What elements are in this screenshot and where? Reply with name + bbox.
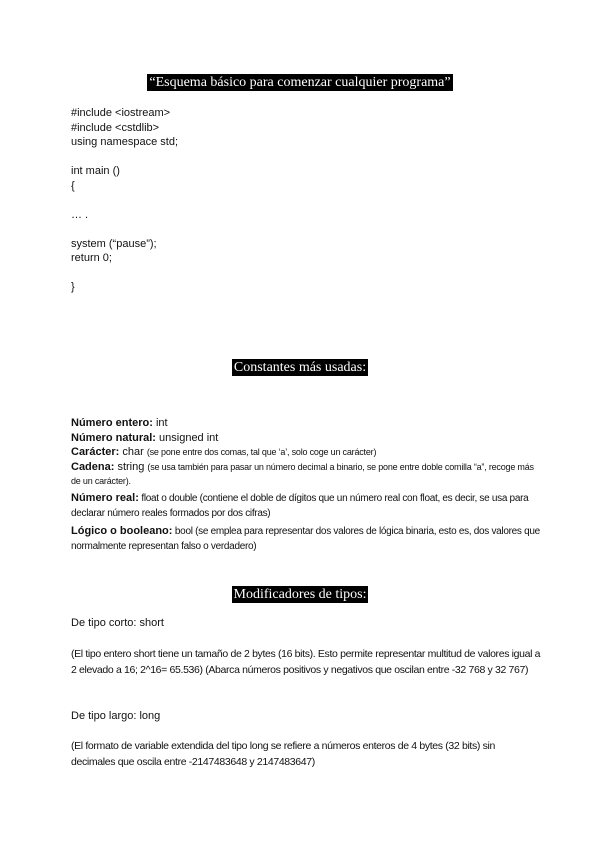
code-line: int main (): [71, 165, 120, 177]
code-line: [71, 266, 178, 281]
heading-text: Modificadores de tipos:: [233, 587, 367, 602]
code-block: [71, 106, 178, 295]
list-item: [71, 431, 541, 446]
item-label: Lógico o booleano:: [71, 524, 173, 537]
item-value: float o double: [138, 492, 200, 504]
item-value: string: [114, 460, 148, 473]
list-item: [71, 445, 541, 460]
code-line: #include <cstdlib>: [71, 121, 160, 134]
long-description: (El formato de variable extendida del tipo long se refiere a números enteros de 4 bytes (32 bits) sin decimales que oscila entre -2147483648 y 2147483647): [71, 740, 495, 768]
section-heading-modificadores: [0, 585, 600, 603]
heading-text: Constantes más usadas:: [233, 360, 367, 375]
code-line: [71, 150, 178, 165]
code-line: #include <iostream>: [71, 107, 171, 119]
item-label: Cadena:: [71, 460, 115, 473]
item-label: Carácter:: [71, 446, 120, 458]
item-label: Número entero:: [71, 417, 153, 429]
code-line: return 0;: [71, 252, 112, 264]
code-line: … .: [71, 208, 89, 221]
heading-text: “Esquema básico para comenzar cualquier programa”: [149, 75, 451, 90]
item-value: int: [152, 417, 168, 429]
code-line: [71, 193, 178, 208]
code-line: }: [71, 281, 75, 293]
item-label: Número natural:: [71, 431, 156, 444]
item-note: (se emplea para representar dos valores de lógica binaria, esto es, dos valores que normalmente representan falso o verdadero): [71, 525, 540, 552]
item-note: (contiene el doble de dígitos que un número real con float, es decir, se usa para declarar número reales formados por dos cifras): [71, 492, 529, 519]
item-note: (se usa también para pasar un número decimal a binario, se pone entre doble comilla “a”, recoge más de un carácter).: [71, 461, 534, 486]
item-label: Número real:: [71, 491, 139, 504]
code-line: [71, 222, 178, 237]
item-note: (se pone entre dos comas, tal que ‘a’, solo coge un carácter): [146, 447, 377, 457]
item-value: char: [119, 446, 147, 458]
short-description: (El tipo entero short tiene un tamaño de 2 bytes (16 bits). Esto permite representar multitud de valores igual a 2 elevado a 16; 2^16= 65.536) (Abarca números positivos y negativos que oscilan entre -32 768 y 32 767): [71, 648, 541, 676]
code-line: {: [71, 179, 75, 192]
list-item: [71, 524, 541, 555]
item-value: bool: [172, 525, 196, 537]
short-label: De tipo corto: short: [71, 617, 164, 629]
constants-list: [71, 416, 541, 555]
code-line: using namespace std;: [71, 136, 179, 148]
long-label: De tipo largo: long: [71, 710, 161, 722]
list-item: [71, 416, 541, 431]
item-value: unsigned int: [155, 431, 219, 444]
section-heading-esquema: [0, 73, 600, 91]
code-line: system (“pause”);: [71, 237, 157, 250]
list-item: [71, 491, 541, 522]
list-item: [71, 460, 541, 489]
section-heading-constantes: [0, 358, 600, 376]
